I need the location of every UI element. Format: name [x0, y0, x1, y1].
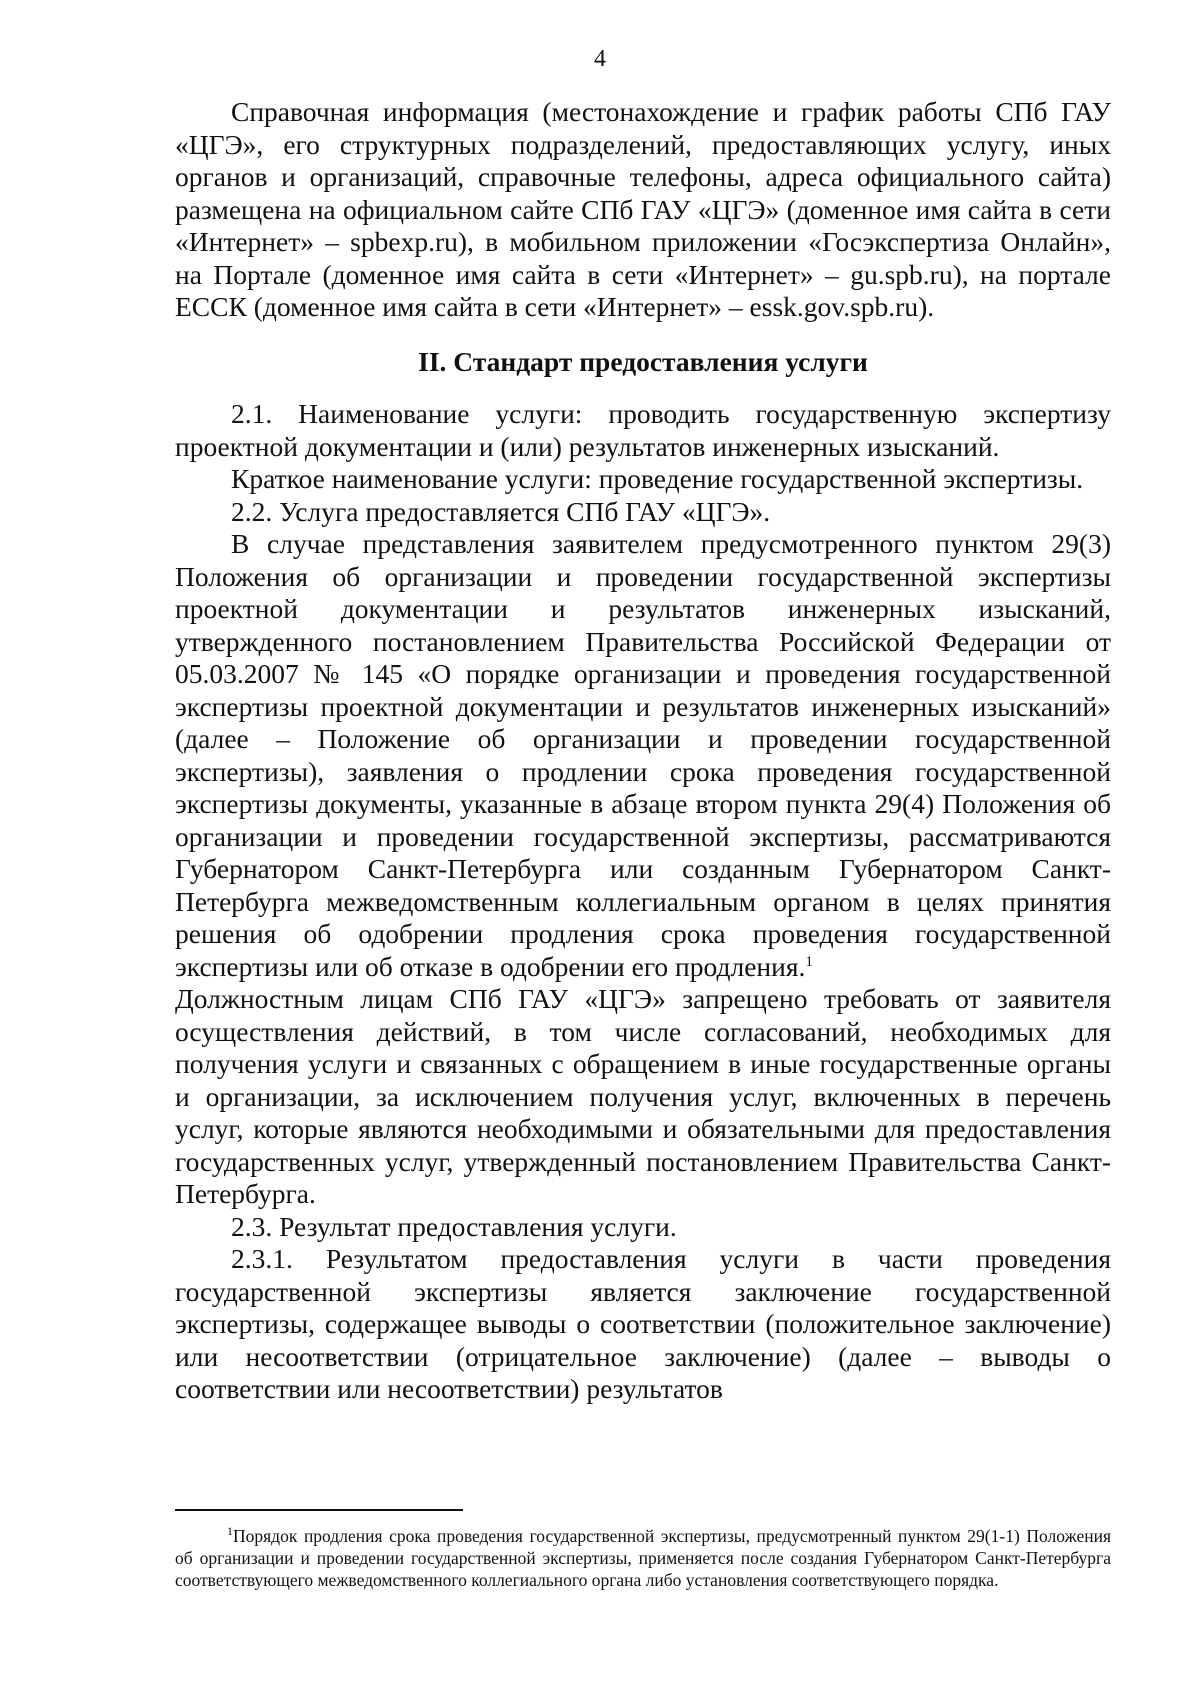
paragraph-2-1: 2.1. Наименование услуги: проводить государственную экспертизу проектной документации и (или) результатов инженерных изысканий. — [175, 398, 1111, 462]
paragraph-extension-case — [175, 528, 1111, 983]
paragraph-2-3: 2.3. Результат предоставления услуги. — [231, 1210, 677, 1242]
paragraph-reference-info: Справочная информация (местонахождение и график работы СПб ГАУ «ЦГЭ», его структурных подразделений, предоставляющих услугу, иных органов и организаций, справочные телефоны, адреса официального сайта) размещена на официальном сайте СПб ГАУ «ЦГЭ» (доменное имя сайта в сети «Интернет» – spbexp.ru), в мобильном приложении «Госэкспертиза Онлайн», на Портале (доменное имя сайта в сети «Интернет» – gu.spb.ru), на портале ЕССК (доменное имя сайта в сети «Интернет» – essk.gov.spb.ru). — [175, 96, 1111, 322]
body-text — [175, 96, 1111, 1406]
paragraph-2-2: 2.2. Услуга предоставляется СПб ГАУ «ЦГЭ». — [231, 495, 771, 527]
paragraph-extension-case-text: В случае представления заявителем предусмотренного пунктом 29(3) Положения об организации и проведении государственной экспертизы проектной документации и результатов инженерных изысканий, утвержденного постановлением Правительства Российской Федерации от 05.03.2007 № 145 «О порядке организации и проведения государственной экспертизы проектной документации и результатов инженерных изысканий» (далее – Положение об организации и проведении государственной экспертизы), заявления о продлении срока проведения государственной экспертизы документы, указанные в абзаце втором пункта 29(4) Положения об организации и проведении государственной экспертизы, рассматриваются Губернатором Санкт-Петербурга или созданным Губернатором Санкт-Петербурга межведомственным коллегиальным органом в целях принятия решения об одобрении продления срока проведения государственной экспертизы или об отказе в одобрении его продления. — [175, 528, 1111, 982]
footnote — [175, 1525, 1111, 1591]
footnote-mark: 1 — [227, 1524, 233, 1539]
footnote-reference[interactable]: 1 — [805, 953, 813, 970]
footnote-divider — [175, 1509, 463, 1511]
footnote-text: Порядок продления срока проведения государственной экспертизы, предусмотренный пунктом 29(1-1) Положения об организации и проведении государственной экспертизы, применяется после создания Губернатором Санкт-Петербурга соответствующего межведомственного коллегиального органа либо установления соответствующего порядка. — [175, 1526, 1111, 1590]
paragraph-short-name: Краткое наименование услуги: проведение государственной экспертизы. — [231, 463, 1084, 494]
paragraph-2-3-1: 2.3.1. Результатом предоставления услуги в части проведения государственной экспертизы является заключение государственной экспертизы, содержащее выводы о соответствии (положительное заключение) или несоответствии (отрицательное заключение) (далее – выводы о соответствии или несоответствии) результатов — [175, 1243, 1111, 1404]
paragraph-officials-prohibition: Должностным лицам СПб ГАУ «ЦГЭ» запрещено требовать от заявителя осуществления действий, в том числе согласований, необходимых для получения услуги и связанных с обращением в иные государственные органы и организации, за исключением получения услуг, включенных в перечень услуг, которые являются необходимыми и обязательными для предоставления государственных услуг, утвержденный постановлением Правительства Санкт-Петербурга. — [175, 983, 1111, 1209]
page-number: 4 — [594, 46, 606, 72]
section-heading: II. Стандарт предоставления услуги — [418, 345, 868, 377]
